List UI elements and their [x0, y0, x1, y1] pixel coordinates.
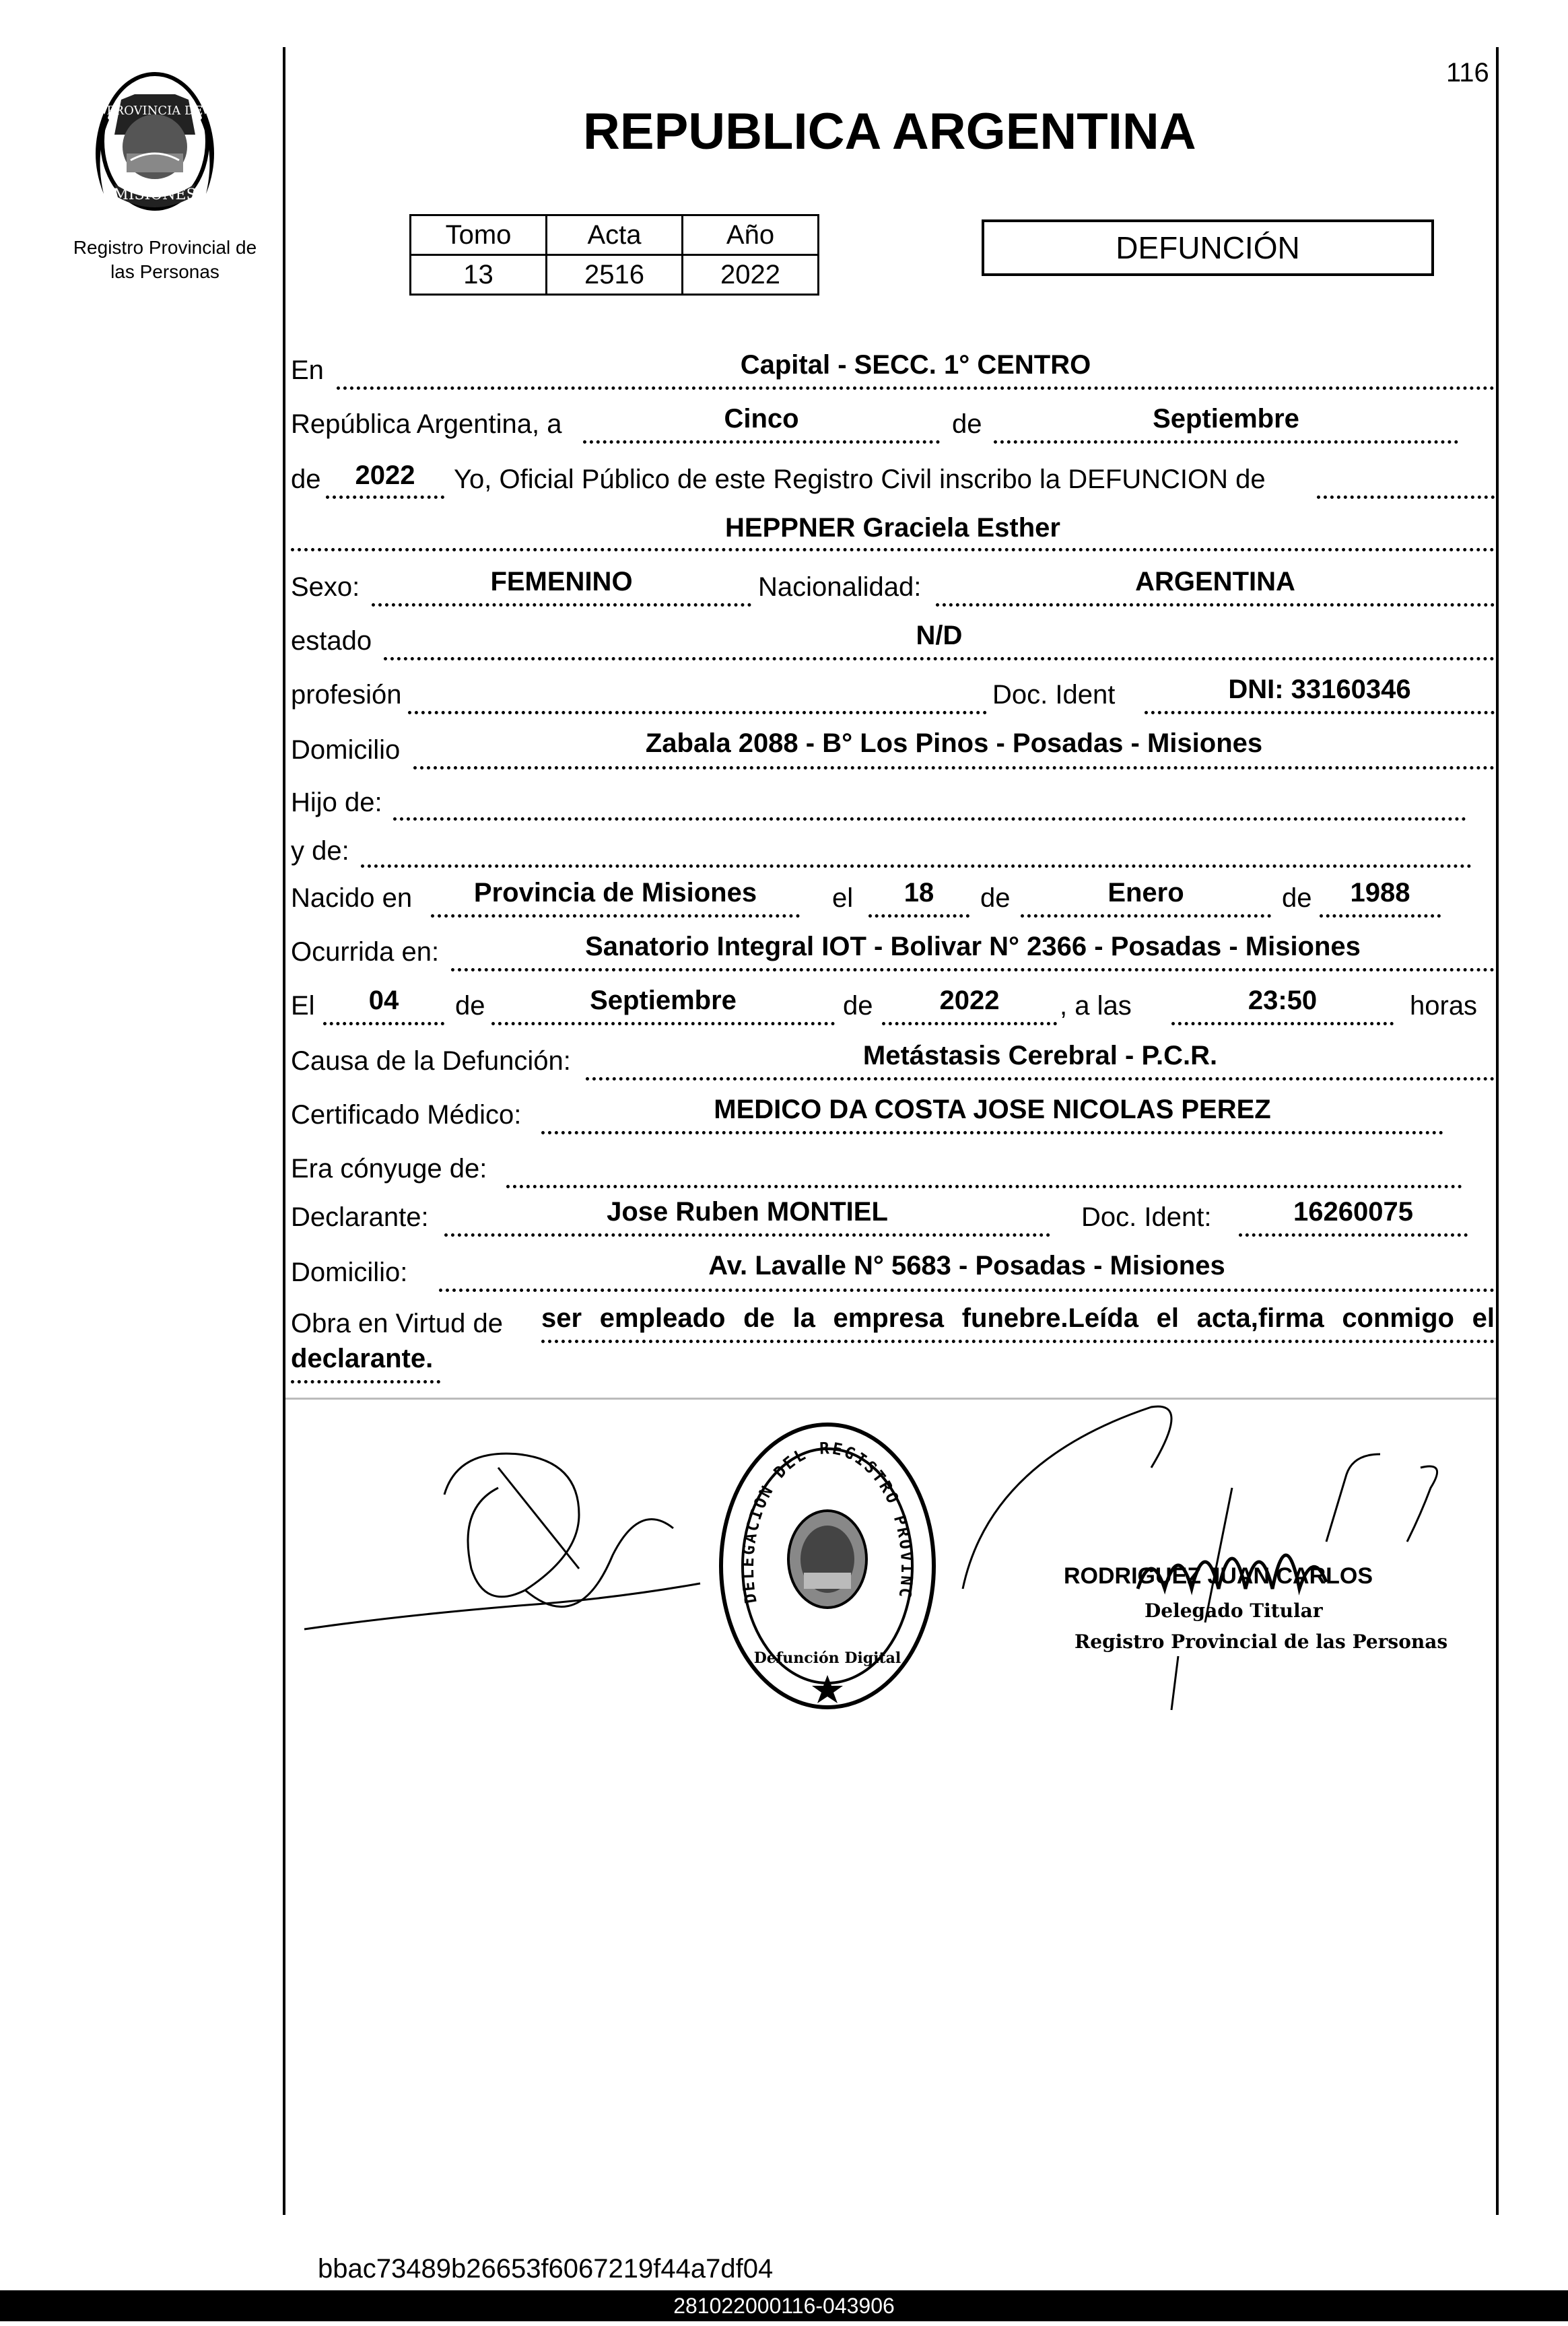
label-declarante: Declarante:	[291, 1202, 429, 1232]
dotted-line-en	[337, 386, 1495, 390]
dotted-line-name	[291, 548, 1495, 551]
logo-text-bottom: MISIONES	[113, 186, 197, 203]
register-value-row	[411, 255, 819, 295]
value-estado: N/D	[916, 621, 963, 650]
label-republica: República Argentina, a	[291, 409, 562, 439]
register-header-acta: Acta	[547, 215, 683, 255]
label-de-3: de	[980, 883, 1011, 913]
register-value-acta: 2516	[547, 255, 683, 295]
label-de-6: de	[843, 991, 873, 1021]
official-seal	[710, 1407, 945, 1717]
dotted-line-obra-2	[291, 1380, 440, 1383]
dotted-line-day	[583, 440, 940, 444]
label-profesion: profesión	[291, 680, 402, 710]
label-obra: Obra en Virtud de	[291, 1309, 504, 1338]
register-header-row	[411, 215, 819, 255]
label-de-2: de	[291, 465, 321, 494]
value-decl-doc: 16260075	[1293, 1197, 1413, 1227]
label-de-1: de	[952, 409, 982, 439]
label-el: El	[291, 991, 315, 1021]
dotted-line-hijo-de	[393, 817, 1466, 821]
dotted-line-declarante	[444, 1233, 1050, 1237]
register-value-tomo: 13	[411, 255, 547, 295]
footer-code: 281022000116-043906	[673, 2294, 895, 2318]
doc-type-box	[982, 219, 1434, 276]
dotted-line-death-month	[491, 1022, 835, 1025]
official-title: Delegado Titular	[1145, 1600, 1323, 1622]
label-de-5: de	[455, 991, 485, 1021]
value-deceased-name: HEPPNER Graciela Esther	[725, 513, 1060, 543]
official-org: Registro Provincial de las Personas	[1075, 1631, 1448, 1653]
register-value-anio: 2022	[683, 255, 819, 295]
footer-bar	[0, 2290, 1568, 2321]
document-hash: bbac73489b26653f6067219f44a7df04	[318, 2254, 774, 2284]
value-death-year: 2022	[939, 986, 1000, 1015]
dotted-line-estado	[384, 657, 1495, 660]
label-sexo: Sexo:	[291, 572, 360, 602]
label-decl-domicilio: Domicilio:	[291, 1258, 408, 1287]
value-ocurrida: Sanatorio Integral IOT - Bolivar N° 2366 - Posadas - Misiones	[585, 932, 1361, 961]
value-month: Septiembre	[1153, 404, 1299, 434]
label-y-de: y de:	[291, 836, 349, 866]
dotted-line-y-de	[361, 864, 1472, 868]
value-domicilio: Zabala 2088 - B° Los Pinos - Posadas - Misiones	[645, 728, 1263, 758]
label-doc-ident: Doc. Ident	[992, 680, 1116, 710]
label-nacionalidad: Nacionalidad:	[758, 572, 922, 602]
dotted-line-ocurrida	[451, 968, 1495, 971]
label-horas: horas	[1410, 991, 1478, 1021]
official-signature	[949, 1373, 1488, 1723]
dotted-line-death-day	[323, 1022, 444, 1025]
doc-type: DEFUNCIÓN	[1116, 230, 1300, 265]
official-name: RODRIGUEZ JUAN CARLOS	[1064, 1563, 1373, 1589]
label-causa: Causa de la Defunción:	[291, 1046, 571, 1076]
dotted-line-nac-month	[1021, 914, 1271, 918]
dotted-line-profesion	[408, 711, 987, 714]
seal-text: DELEGACION DEL REGISTRO PROVINC	[738, 1439, 917, 1605]
label-conyuge: Era cónyuge de:	[291, 1154, 487, 1184]
logo-text-top: PROVINCIA DE	[106, 104, 203, 118]
dotted-line-nacionalidad	[936, 603, 1495, 607]
label-nacido-en: Nacido en	[291, 883, 413, 913]
value-nac-month: Enero	[1107, 878, 1184, 908]
value-nacionalidad: ARGENTINA	[1135, 567, 1295, 596]
declarant-signature	[296, 1434, 741, 1656]
value-sexo: FEMENINO	[490, 567, 633, 596]
dotted-line-month	[994, 440, 1458, 444]
label-de-4: de	[1282, 883, 1312, 913]
statement-text: Yo, Oficial Público de este Registro Civil inscribo la DEFUNCION de	[454, 465, 1266, 494]
registry-line2: las Personas	[110, 261, 219, 282]
value-nacido-lugar: Provincia de Misiones	[473, 878, 757, 908]
value-nac-day: 18	[904, 878, 934, 908]
label-en: En	[291, 355, 324, 385]
dotted-line-death-time	[1171, 1022, 1394, 1025]
dotted-line-nac-year	[1320, 914, 1441, 918]
dotted-line-certificado	[541, 1131, 1443, 1134]
coat-of-arms-logo	[74, 59, 236, 221]
value-day-word: Cinco	[724, 404, 799, 434]
value-death-month: Septiembre	[590, 986, 737, 1015]
label-domicilio: Domicilio	[291, 735, 401, 765]
dotted-line-death-year	[882, 1022, 1057, 1025]
value-decl-domicilio: Av. Lavalle N° 5683 - Posadas - Misiones	[708, 1251, 1225, 1280]
label-decl-doc: Doc. Ident:	[1081, 1202, 1212, 1232]
register-table	[409, 214, 819, 296]
value-obra-line1: ser empleado de la empresa funebre.Leída el acta,firma conmigo el	[541, 1303, 1495, 1333]
right-margin-line	[1496, 47, 1499, 2215]
value-en: Capital - SECC. 1° CENTRO	[740, 350, 1091, 380]
dotted-line-doc-ident	[1145, 711, 1495, 714]
value-death-time: 23:50	[1248, 986, 1318, 1015]
seal-bottom-text: Defunción Digital	[753, 1649, 901, 1667]
dotted-line-statement-end	[1317, 495, 1495, 499]
label-el-small: el	[832, 883, 854, 913]
page-title: REPUBLICA ARGENTINA	[583, 103, 1196, 160]
page-number: 116	[1446, 58, 1489, 88]
left-margin-line	[283, 47, 285, 2215]
label-a-las: , a las	[1060, 991, 1132, 1021]
value-doc-ident: DNI: 33160346	[1228, 675, 1411, 704]
dotted-line-decl-domicilio	[439, 1289, 1495, 1292]
label-estado: estado	[291, 626, 372, 656]
dotted-line-conyuge	[506, 1185, 1462, 1188]
register-header-anio: Año	[683, 215, 819, 255]
dotted-line-sexo	[372, 603, 751, 607]
label-ocurrida-en: Ocurrida en:	[291, 937, 440, 967]
value-causa: Metástasis Cerebral - P.C.R.	[862, 1041, 1218, 1070]
dotted-line-nac-day	[868, 914, 969, 918]
label-certificado: Certificado Médico:	[291, 1100, 522, 1130]
value-declarante: Jose Ruben MONTIEL	[607, 1197, 888, 1227]
dotted-line-decl-doc	[1239, 1233, 1468, 1237]
registry-caption	[54, 236, 276, 284]
dotted-line-obra-1	[541, 1340, 1495, 1343]
value-obra-line2: declarante.	[291, 1344, 434, 1373]
dotted-line-year	[326, 495, 444, 499]
dotted-line-domicilio	[413, 766, 1495, 769]
registry-line1: Registro Provincial de	[73, 237, 257, 258]
label-hijo-de: Hijo de:	[291, 788, 382, 817]
value-year: 2022	[355, 460, 415, 490]
register-header-tomo: Tomo	[411, 215, 547, 255]
value-nac-year: 1988	[1350, 878, 1410, 908]
dotted-line-nacido-lugar	[431, 914, 800, 918]
value-certificado: MEDICO DA COSTA JOSE NICOLAS PEREZ	[714, 1095, 1271, 1124]
value-death-day: 04	[368, 986, 399, 1015]
dotted-line-causa	[586, 1077, 1495, 1081]
